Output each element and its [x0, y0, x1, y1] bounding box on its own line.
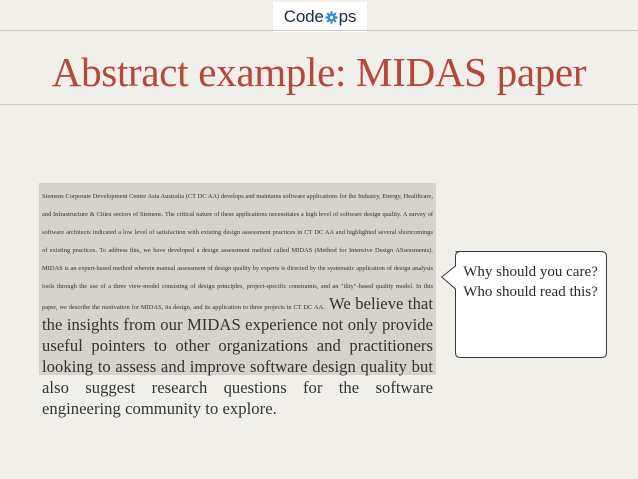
logo-text-right: ps [338, 7, 357, 26]
codeops-logo [273, 2, 367, 32]
abstract-small-text: Siemens Corporate Development Center Asia Australia (CT DC AA) develops and maintains software applications for the Industry, Energy, Healthcare, and Infrastructure & Cities sectors of Siemens. The critical nature of these applications necessitates a high level of software design quality. A survey of software architects indicated a low level of satisfaction with existing design assessment practices in CT DC AA and highlighted several shortcomings of existing practices. To address this, we have developed a design assessment method called MIDAS (Method for Intensive Design ASsessments). MIDAS is an expert-based method wherein manual assessment of design quality by experts is directed by the systematic application of design analysis tools through the use of a three view-model consisting of design principles, project-specific constraints, and an "ility"-based quality model. In this paper, we describe the motivation for MIDAS, its design, and its application to three projects in CT DC AA. [42, 193, 433, 311]
slide-title: Abstract example: MIDAS paper [51, 49, 587, 95]
gear-icon [325, 11, 338, 24]
logo-text-left: Code [283, 7, 324, 26]
title-divider [0, 104, 638, 105]
abstract-highlight-box [39, 183, 436, 418]
callout-text [455, 262, 606, 302]
speech-callout [455, 251, 606, 358]
abstract-emphasized-text: We believe that the insights from our MIDAS experience not only provide useful pointers to other organizations and practitioners looking to assess and improve software design quality but also suggest research questions for the software engineering community to explore. [42, 294, 433, 418]
top-divider [0, 30, 638, 31]
callout-line-1: Why should you care? [463, 264, 598, 280]
callout-line-2: Who should read this? [463, 284, 598, 300]
